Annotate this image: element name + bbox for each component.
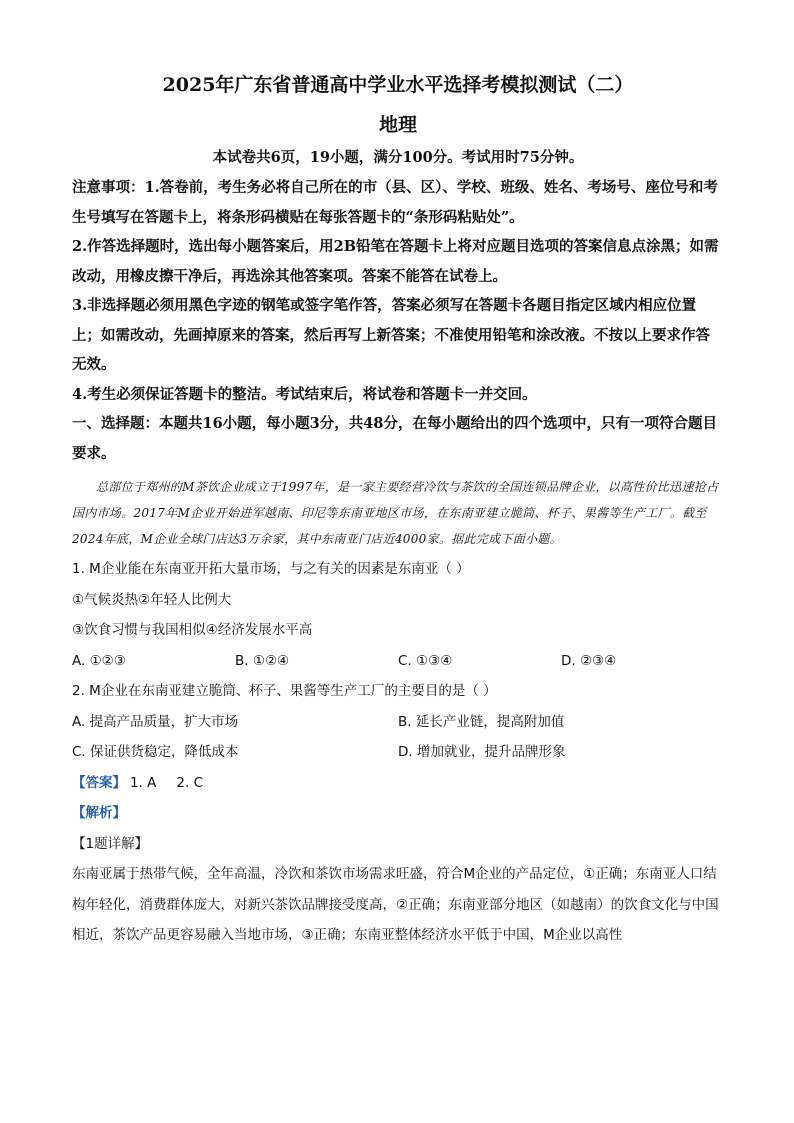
question-1-stem: 1. M企业能在东南亚开拓大量市场，与之有关的因素是东南亚（ ）	[72, 561, 470, 577]
exam-info: 本试卷共6页，19小题，满分100分。考试用时75分钟。	[212, 149, 584, 166]
exam-title: 2025年广东省普通高中学业水平选择考模拟测试（二）	[162, 74, 634, 96]
answer-label: 【答案】	[72, 774, 126, 791]
detail-text: 东南亚属于热带气候，全年高温，冷饮和茶饮市场需求旺盛，符合M企业的产品定位，①正确；东南亚人口结构年轻化，消费群体庞大，对新兴茶饮品牌接受度高，②正确；东南亚部分地区（如越南）的饮食文化与中国相近，茶饮产品更容易融入当地市场，③正确；东南亚整体经济水平低于中国，M企业以高性	[72, 866, 719, 943]
answer-1: 1. A	[130, 774, 157, 791]
answer-line	[72, 768, 724, 799]
option-d: D. 增加就业，提升品牌形象	[398, 744, 566, 760]
option-b: B. 延长产业链，提高附加值	[398, 713, 565, 730]
note-1: 注意事项：1.答卷前，考生务必将自己所在的市（县、区）、学校、班级、姓名、考场号、座位号和考生号填写在答题卡上，将条形码横贴在每张答题卡的“条形码粘贴处”。	[72, 179, 718, 226]
analysis-label: 【解析】	[72, 805, 126, 821]
question-2-stem: 2. M企业在东南亚建立脆筒、杯子、果酱等生产工厂的主要目的是（ ）	[72, 683, 497, 699]
reading-passage: 总部位于郑州的M茶饮企业成立于1997年，是一家主要经营冷饮与茶饮的全国连锁品牌企业，以高性价比迅速抢占国内市场。2017年M企业开始进军越南、印尼等东南亚地区市场，在东南亚建立脆筒、杯子、果酱等生产工厂。截至2024年底，M企业全球门店达3万余家，其中东南亚门店近4000家。据此完成下面小题。	[72, 480, 719, 546]
option-b: B. ①②④	[235, 652, 290, 669]
question-1-item-b: ③饮食习惯与我国相似④经济发展水平高	[72, 622, 313, 638]
option-a: A. ①②③	[72, 652, 126, 669]
section-heading: 一、选择题：本题共16小题，每小题3分，共48分，在每小题给出的四个选项中，只有一项符合题目要求。	[72, 415, 717, 462]
note-2: 2.作答选择题时，选出每小题答案后，用2B铅笔在答题卡上将对应题目选项的答案信息点涂黑；如需改动，用橡皮擦干净后，再选涂其他答案项。答案不能答在试卷上。	[72, 238, 719, 285]
option-d: D. ②③④	[561, 652, 617, 669]
note-4: 4.考生必须保证答题卡的整洁。考试结束后，将试卷和答题卡一并交回。	[72, 385, 537, 403]
detail-heading: 【1题详解】	[72, 835, 149, 852]
note-3: 3.非选择题必须用黑色字迹的钢笔或签字笔作答，答案必须写在答题卡各题目指定区域内相应位置上；如需改动，先画掉原来的答案，然后再写上新答案；不准使用铅笔和涂改液。不按以上要求作答无效。	[72, 297, 710, 373]
answer-2: 2. C	[176, 774, 204, 791]
option-c: C. ①③④	[398, 652, 453, 669]
question-1-item-a: ①气候炎热②年轻人比例大	[72, 591, 232, 608]
analysis-line	[72, 798, 724, 829]
option-a: A. 提高产品质量，扩大市场	[72, 713, 239, 730]
option-c: C. 保证供货稳定，降低成本	[72, 744, 239, 760]
question-2-options	[72, 707, 724, 768]
page-content	[72, 72, 724, 951]
notes-block	[72, 173, 724, 409]
subject-title: 地理	[378, 114, 417, 136]
question-1-options	[72, 646, 724, 677]
